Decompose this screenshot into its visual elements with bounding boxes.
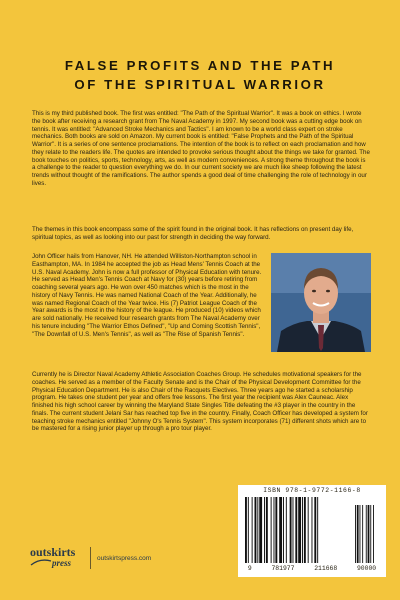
barcode-bar — [290, 497, 292, 563]
publisher-logo — [30, 543, 88, 573]
barcode-bar — [266, 497, 268, 563]
addon-bar — [368, 505, 370, 563]
barcode-bar — [314, 497, 316, 563]
logo-bottom-text: press — [52, 558, 72, 568]
description-paragraph: This is my third published book. The first was entitled: "The Path of the Spiritual Warrior". It was a book on ethics. I wrote the book after receiving a research grant from The Naval Academy in 1997. My second book was a cutting edge book on tennis. It was entitled: "Advanced Stroke Mechanics and Tactics". I am known to be a world class expert on stroke mechanics. Both books are sold on Amazon. My current book is entitled: "False Prophets and the Path of the Spiritual Warrior". It is a series of one sentence proclamations. The intention of the book is to reflect on each proclamation and how they relate to the readers life. The quotes are intended to provoke serious thought about the things we take for granted. The book touches on politics, sports, technology, arts, as well as modern conveniences. A strong theme throughout the book is a challenge to the reader to question everything we do. In our current society we are much like sheep following the latest trends without thought of the ramifications. The author spends a good deal of time challenging the role of technology in our lives. — [32, 110, 370, 187]
barcode-bar — [295, 497, 297, 563]
addon-bar — [373, 505, 374, 563]
addon-bar — [357, 505, 359, 563]
barcode-bar — [317, 497, 318, 563]
barcode-bar — [264, 497, 265, 563]
barcode-bar — [259, 497, 262, 563]
barcode-digit-prefix: 9 — [247, 565, 252, 572]
barcode-digit-group-1: 781977 — [271, 565, 295, 572]
author-bio-paragraph: John Officer hails from Hanover, NH. He attended Williston-Northampton school in Easthampton, MA. In 1984 he accepted the job as Head Mens' Tennis Coach at the U.S. Naval Academy. John is now a full professor of Physical Education with tenure. He served as Head Men's Tennis Coach at Navy for (30) years before retiring from coaching several years ago. He won over 450 matches which is the most in the history of Navy Tennis. He was named National Coach of the Year. Additionally, he was named Regional Coach of the Year twice. His (7) Patriot League Coach of the Year awards is the most in the history of the league. He produced (10) videos which are sold nationally. He received four research grants from The Naval Academy over his tenure including "The Warrior Ethos Defined", "Up and Coming Scottish Tennis", "The Downfall of U.S. Men's Tennis", as well as "The Rise of Spanish Tennis". — [32, 253, 262, 338]
barcode-bar — [255, 497, 257, 563]
title-line-2: OF THE SPIRITUAL WARRIOR — [74, 77, 326, 92]
barcode-bar — [274, 497, 275, 563]
barcode-bar — [279, 497, 282, 563]
barcode-bar — [257, 497, 258, 563]
author-photo — [271, 253, 371, 352]
publisher-imprint — [30, 543, 151, 573]
barcode-bar — [308, 497, 309, 563]
addon-bar — [360, 505, 361, 563]
barcode-bar — [252, 497, 253, 563]
divider — [90, 547, 91, 569]
career-paragraph: Currently he is Director Naval Academy Athletic Association Coaches Group. He schedules motivational speakers for the coaches. He served as a member of the Faculty Senate and is the Chair of the Physical Development Committee for the Physical Education Department. He is also Chair of the Racquets Electives. Three years ago he started a scholarship program. He takes one student per year and offers free lessons. The first year the recipient was Alex Cauneac. Alex finished his high school career by winning the Maryland State Singles Title defeating the #3 player in the country in the finals. The current student Jelani Sar has reached top five in the country. Finally, Coach Officer has developed a system for teaching stroke mechanics entitled "Johnny O's Tennis System". This system incorporates (71) different shots which are to be mastered for a rising junior player up through a pro tour player. — [32, 371, 368, 433]
themes-paragraph: The themes in this book encompass some of the spirit found in the original book. It has reflections on present day life, spiritual topics, as well as looking into our past for strength in deciding the way forward. — [32, 226, 354, 241]
addon-bar — [370, 505, 371, 563]
barcode-bar — [302, 497, 303, 563]
barcode-bar — [248, 497, 249, 563]
barcode-bar — [271, 497, 272, 563]
barcode-bar — [312, 497, 313, 563]
barcode-bar — [275, 497, 277, 563]
isbn-barcode — [238, 485, 386, 577]
barcode-bar — [286, 497, 287, 563]
barcode-bar — [283, 497, 284, 563]
book-title — [20, 56, 380, 94]
barcode-bar — [304, 497, 306, 563]
barcode-digits — [238, 565, 386, 572]
barcode-bar — [245, 497, 247, 563]
barcode-bars — [243, 497, 381, 565]
publisher-url: outskirtspress.com — [97, 554, 152, 562]
logo-top-text: outskirts — [30, 545, 76, 559]
addon-bar — [355, 505, 356, 563]
title-line-1: FALSE PROFITS AND THE PATH — [64, 58, 336, 73]
addon-bar — [362, 505, 363, 563]
isbn-text: ISBN 978-1-9772-1166-8 — [263, 487, 361, 494]
barcode-bar — [298, 497, 301, 563]
price-code: 90000 — [356, 565, 377, 572]
barcode-digit-group-2: 211668 — [314, 565, 338, 572]
barcode-bar — [293, 497, 294, 563]
addon-bar — [366, 505, 367, 563]
swoosh-icon — [30, 557, 52, 567]
